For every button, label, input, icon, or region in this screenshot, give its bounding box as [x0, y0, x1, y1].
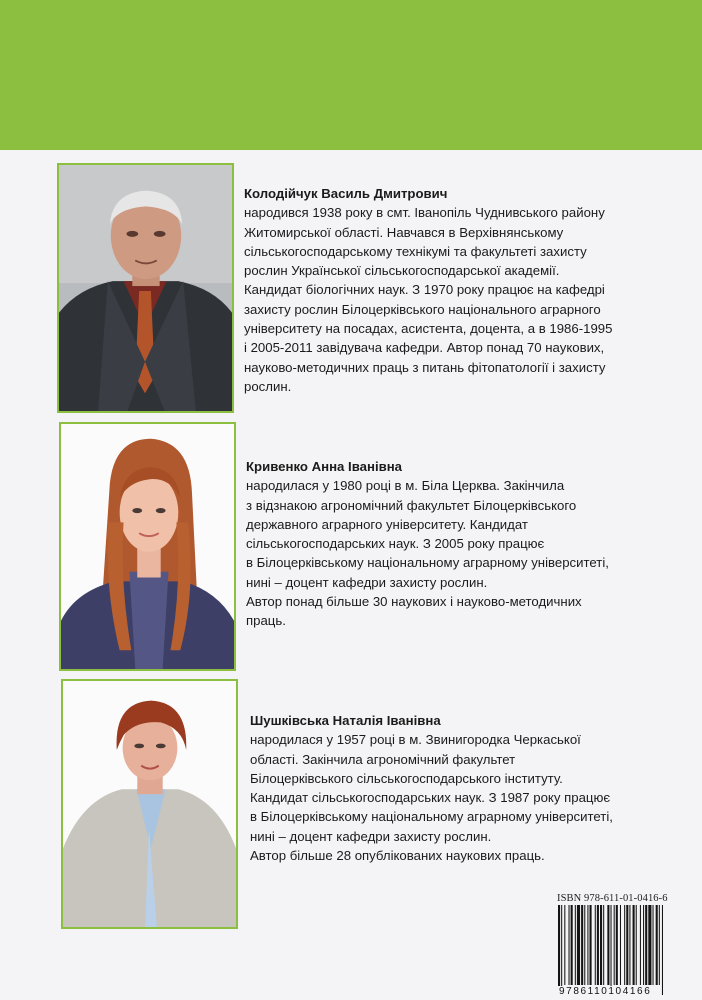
- barcode-bar: [616, 905, 618, 985]
- barcode-bar: [587, 905, 588, 985]
- barcode-bar: [595, 905, 596, 985]
- author-photo-3: [61, 679, 238, 929]
- barcode-bar: [614, 905, 615, 985]
- barcode-bar: [633, 905, 635, 985]
- barcode-bar: [640, 905, 641, 985]
- barcode-bar: [645, 905, 647, 985]
- barcode-bar: [620, 905, 621, 985]
- barcode-bar: [662, 905, 663, 995]
- barcode-bar: [629, 905, 630, 985]
- barcode-bar: [584, 905, 585, 985]
- barcode-digits: 9786110104166: [559, 986, 652, 997]
- barcode-bar: [575, 905, 576, 985]
- barcode-bar: [611, 905, 612, 995]
- portrait-woman-illustration: [63, 681, 236, 927]
- isbn-label: ISBN 978-611-01-0416-6: [557, 893, 668, 904]
- author-bio-2: [246, 457, 656, 631]
- barcode-bar: [624, 905, 625, 985]
- top-green-band: [0, 0, 702, 150]
- barcode-bar: [561, 905, 562, 995]
- barcode-bar: [603, 905, 604, 985]
- author-name-1: Колодійчук Василь Дмитрович: [244, 186, 448, 201]
- barcode-bar: [569, 905, 570, 985]
- author-name-3: Шушківська Наталія Іванівна: [250, 713, 441, 728]
- author-bio-3: [250, 711, 660, 865]
- barcode-bar: [597, 905, 599, 985]
- barcode-bar: [659, 905, 660, 985]
- author-text-3: народилася у 1957 році в м. Звинигородка Черкаської області. Закінчила агрономічний факультет Білоцерківського сільськогосподарського інституту. Кандидат сільськогосподарських наук. З 1987 року працює в Білоцерківському національному аграрному університеті, нині – доцент кафедри захисту рослин. Автор більше 28 опублікованих наукових праць.: [250, 732, 613, 864]
- author-photo-2: [59, 422, 236, 671]
- portrait-woman-illustration: [61, 424, 234, 669]
- barcode-bar: [607, 905, 609, 985]
- barcode-bar: [590, 905, 592, 985]
- author-text-2: народилася у 1980 році в м. Біла Церква. Закінчила з відзнакою агрономічний факультет Білоцерківського державного аграрного університету. Кандидат сільськогосподарських наук. З 2005 року працює в Білоцерківському національному аграрному університеті, нині – доцент кафедри захисту рослин. Автор понад більше 30 наукових і науково-методичних праць.: [246, 478, 609, 629]
- barcode-bar: [571, 905, 573, 985]
- barcode-bar: [577, 905, 580, 985]
- barcode-bar: [648, 905, 651, 985]
- author-name-2: Кривенко Анна Іванівна: [246, 459, 403, 474]
- barcode-bar: [626, 905, 628, 985]
- author-photo-1: [57, 163, 234, 413]
- barcode-bar: [656, 905, 658, 985]
- barcode-bar: [564, 905, 565, 985]
- barcode-bar: [581, 905, 583, 985]
- author-text-1: народився 1938 року в смт. Іванопіль Чуднивського району Житомирської області. Навчався в Верхівнянському сільськогосподарському технікумі та факультеті захисту рослин Української сільськогосподарської академії. Кандидат біологічних наук. З 1970 року працює на кафедрі захисту рослин Білоцерківського національного аграрного університету на посадах, асистента, доцента, а в 1986-1995 і 2005-2011 завідувача кафедри. Автор понад 70 наукових, науково-методичних праць з питань фітопатології і захисту рослин.: [244, 205, 613, 394]
- barcode-bar: [636, 905, 637, 985]
- author-bio-1: [244, 184, 654, 396]
- barcode-bar: [600, 905, 602, 985]
- barcode-bar: [643, 905, 644, 985]
- barcode-bar: [558, 905, 560, 995]
- portrait-man-illustration: [59, 165, 232, 411]
- barcode-bar: [653, 905, 654, 985]
